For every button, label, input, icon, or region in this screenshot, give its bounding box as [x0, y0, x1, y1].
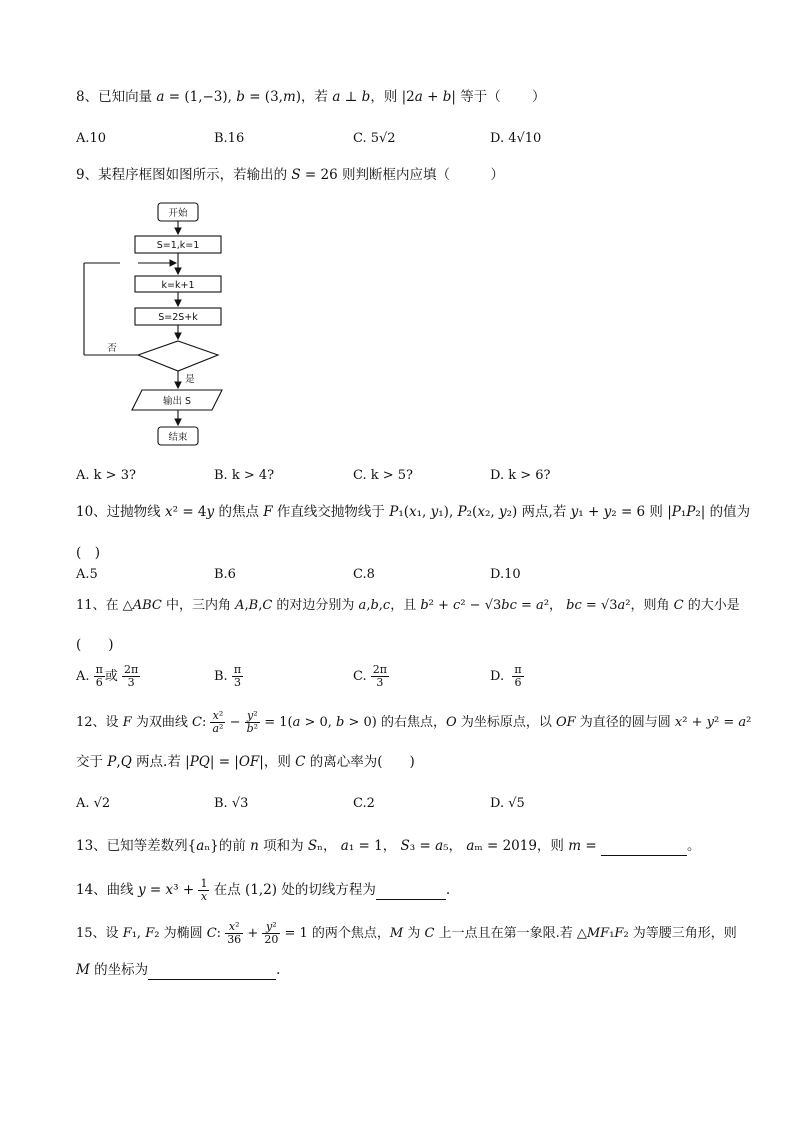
option-c: C.2 — [353, 796, 375, 811]
question-10: 10、过抛物线 x² = 4y 的焦点 F 作直线交抛物线于 P₁(x₁, y₁), P₂(x₂, y₂) 两点,若 y₁ + y₂ = 6 则 |P₁P₂| 的值为 — [76, 504, 751, 520]
option-a: A.10 — [76, 131, 107, 146]
question-11: 11、在 △ABC 中，三内角 A,B,C 的对边分别为 a,b,c，且 b² + c² − √3bc = a²， bc = √3a²，则角 C 的大小是 — [76, 598, 740, 613]
question-14: 14、曲线 y = x³ + $\frac{1}{x}$ 在点 (1,2) 处的切线方程为 . — [76, 877, 451, 903]
question-12-line-1: 12、设 F 为双曲线 C: $\frac{\text{x²}}{\text{a²}}$ − $\frac{\text{y²}}{\text{b²}}$ = 1(a > 0, b > 0) 的右焦点，O 为坐标原点，以 OF 为直径的圆与圆 x² + y² = a² — [76, 709, 752, 735]
option-b: B.6 — [214, 567, 236, 582]
option-a: A. √2 — [76, 796, 111, 811]
start-label: 开始 — [168, 208, 188, 219]
option-d: D. $\frac{\pi}{6}$ — [490, 663, 522, 689]
option-c: C.8 — [353, 567, 375, 582]
question-10-paren: ( ) — [76, 545, 101, 561]
option-c: C. $\frac{2\pi}{3}$ — [353, 663, 387, 689]
question-15-line-1: 15、设 F₁, F₂ 为椭圆 C: $\frac{\text{x²}}{36}$ + $\frac{\text{y²}}{20}$ = 1 的两个焦点，M 为 C 上一点且在第一象限.若 △MF₁F₂ 为等腰三角形，则 — [76, 920, 737, 946]
option-b: B.16 — [214, 131, 245, 146]
question-9: 9、某程序框图如图所示，若输出的 S = 26 则判断框内应填（ ） — [76, 167, 505, 183]
option-d: D. 4√10 — [490, 131, 542, 146]
end-label: 结束 — [168, 432, 188, 443]
option-c: C. k > 5? — [353, 468, 414, 483]
step-s-label: S=2S+k — [158, 312, 198, 323]
question-15-line-2: M 的坐标为 . — [76, 962, 281, 978]
flowchart — [76, 196, 236, 452]
option-d: D. k > 6? — [490, 468, 551, 483]
option-b: B. k > 4? — [214, 468, 275, 483]
option-d: D.10 — [490, 567, 521, 582]
option-c: C. 5√2 — [353, 131, 396, 146]
init-label: S=1,k=1 — [156, 240, 200, 251]
option-a: A.5 — [76, 567, 98, 582]
question-8: 8、已知向量 a = (1,−3), b = (3,m)，若 a ⊥ b，则 |2a + b| 等于（ ） — [76, 89, 546, 105]
option-a: A. k > 3? — [76, 468, 136, 483]
question-12-line-2: 交于 P,Q 两点.若 |PQ| = |OF|，则 C 的离心率为( ) — [76, 754, 415, 770]
no-label: 否 — [107, 343, 117, 354]
option-a: A. $\frac{\pi}{6}$ 或 $\frac{2\pi}{3}$ — [76, 663, 139, 689]
option-d: D. √5 — [490, 796, 525, 811]
output-label: 输出 S — [162, 396, 192, 407]
step-k-label: k=k+1 — [161, 280, 195, 291]
question-13: 13、已知等差数列{aₙ}的前 n 项和为 Sₙ， a₁ = 1， S₃ = a₅， aₘ = 2019，则 m = 。 — [76, 838, 701, 854]
decision-diamond — [138, 341, 218, 371]
yes-label: 是 — [185, 374, 195, 385]
option-b: B. $\frac{\pi}{3}$ — [214, 663, 242, 689]
question-11-paren: ( ) — [76, 637, 114, 653]
option-b: B. √3 — [214, 796, 249, 811]
